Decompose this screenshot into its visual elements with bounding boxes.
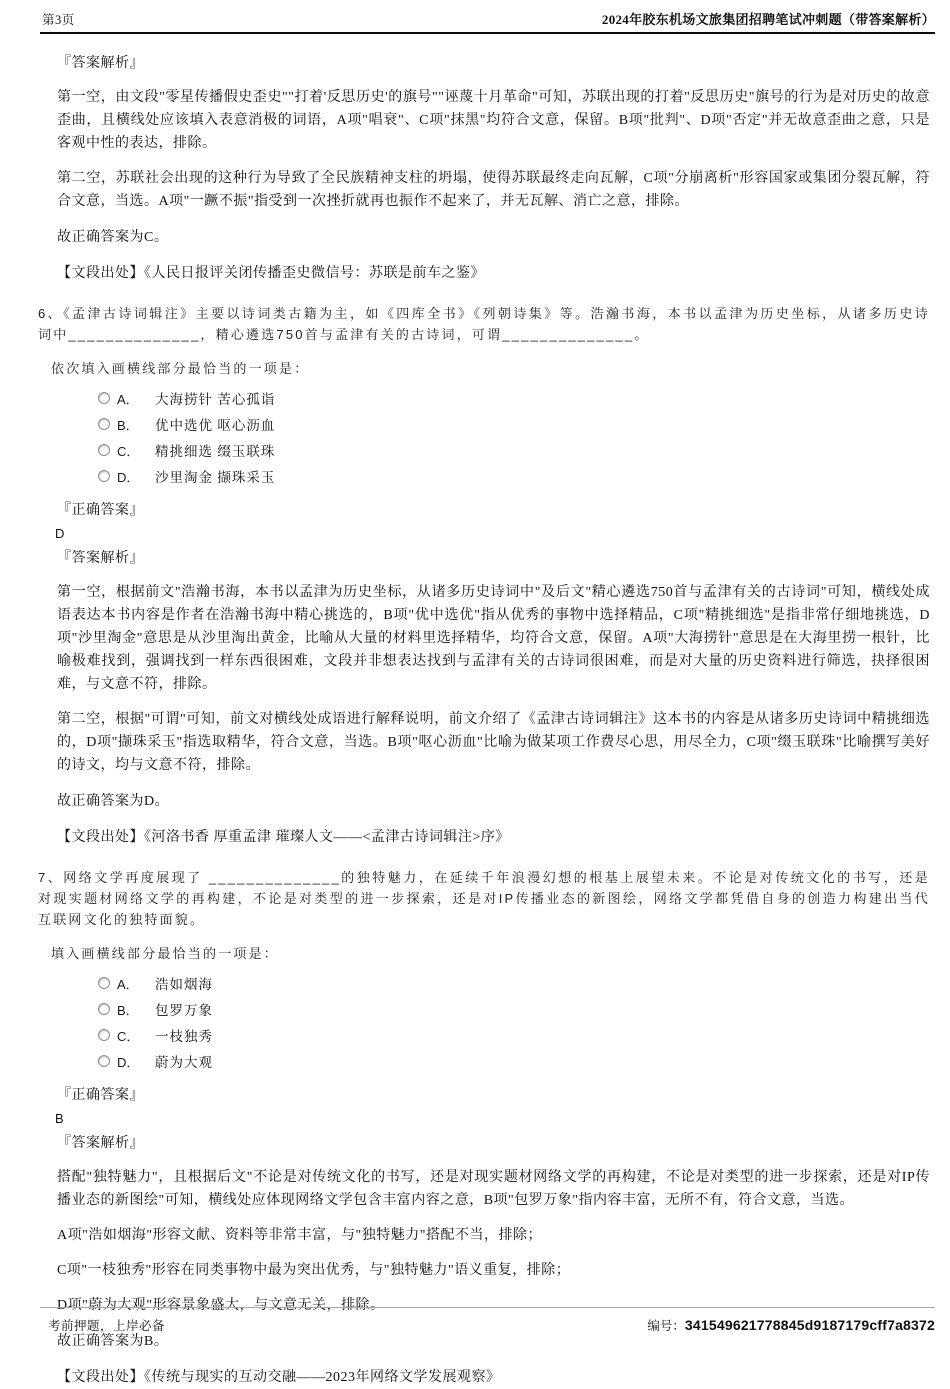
option-text: 沙里淘金 撷珠采玉	[155, 470, 276, 485]
footer-code	[647, 1316, 935, 1334]
page-header	[40, 0, 935, 34]
footer-code-value: 341549621778845d9187179cff7a8372	[684, 1317, 935, 1333]
conclusion-text: 故正确答案为C。	[57, 230, 169, 245]
analysis-paragraph: 第一空，由文段"零星传播假史歪史""打着'反思历史'的旗号""诬蔑十月革命"可知，苏联出现的打着"反思历史"旗号的行为是对历史的故意歪曲，且横线处应该填入表意消极的词语，A项"唱衰"、C项"抹黑"均符合文意，保留。B项"批判"、D项"否定"并无故意歪曲之意，只是客观中性的表达，排除。	[57, 90, 930, 151]
doc-title: 2024年胶东机场文旅集团招聘笔试冲刺题（带答案解析）	[601, 12, 935, 27]
option-row-d[interactable]	[98, 1048, 930, 1074]
option-letter: D．	[117, 469, 140, 485]
option-row-b[interactable]	[98, 996, 930, 1022]
analysis-paragraph: 第二空，根据"可谓"可知，前文对横线处成语进行解释说明，前文介绍了《孟津古诗词辑注》这本书的内容是从诸多历史诗词中精挑细选的，D项"撷珠采玉"指选取精华，符合文意，当选。B项"呕心沥血"比喻为做某项工作费尽心思，用尽全力，C项"缀玉联珠"比喻撰写美好的诗文，均与文意不符，排除。	[57, 712, 930, 773]
q5-analysis-section	[57, 54, 930, 285]
option-letter: D．	[117, 1054, 140, 1070]
footer-divider	[40, 1307, 935, 1308]
option-letter: B．	[117, 1002, 139, 1018]
question-stem: 6、《孟津古诗词辑注》主要以诗词类古籍为主，如《四库全书》《列朝诗集》等。浩瀚书海，本书以孟津为历史坐标，从诸多历史诗词中______________，精心遴选750首与孟津有关的古诗词，可谓______________。	[38, 306, 930, 342]
option-letter: A．	[117, 391, 139, 407]
radio-button-icon[interactable]	[98, 977, 110, 989]
analysis-paragraph: A项"浩如烟海"形容文献、资料等非常丰富，与"独特魅力"搭配不当，排除；	[57, 1228, 542, 1243]
option-row-b[interactable]	[98, 411, 930, 437]
analysis-paragraph: D项"蔚为大观"形容景象盛大，与文意无关，排除。	[57, 1298, 385, 1313]
option-letter: A．	[117, 976, 139, 992]
radio-button-icon[interactable]	[98, 1029, 110, 1041]
analysis-label: 『答案解析』	[57, 56, 144, 71]
radio-button-icon[interactable]	[98, 444, 110, 456]
radio-button-icon[interactable]	[98, 1003, 110, 1015]
radio-button-icon[interactable]	[98, 1055, 110, 1067]
option-text: 一枝独秀	[155, 1029, 213, 1044]
question-instruction: 填入画横线部分最恰当的一项是：	[51, 946, 280, 961]
option-list	[98, 385, 930, 489]
option-text: 浩如烟海	[155, 977, 213, 992]
page-content	[0, 54, 950, 1389]
page-footer	[48, 1316, 935, 1334]
page-number: 第3页	[42, 13, 75, 27]
radio-button-icon[interactable]	[98, 470, 110, 482]
analysis-label: 『答案解析』	[57, 1136, 144, 1151]
source-text: 【文段出处】《河洛书香 厚重孟津 璀璨人文——<孟津古诗词辑注>序》	[57, 830, 510, 845]
analysis-paragraph: 第二空，苏联社会出现的这种行为导致了全民族精神支柱的坍塌，使得苏联最终走向瓦解，C项"分崩离析"形容国家或集团分裂瓦解，符合文意，当选。A项"一蹶不振"指受到一次挫折就再也振作不起来了，并无瓦解、消亡之意，排除。	[57, 171, 930, 209]
option-row-d[interactable]	[98, 463, 930, 489]
option-text: 优中选优 呕心沥血	[155, 418, 276, 433]
option-row-a[interactable]	[98, 970, 930, 996]
footer-code-label: 编号：	[647, 1319, 685, 1333]
analysis-label: 『答案解析』	[57, 551, 144, 566]
analysis-paragraph: C项"一枝独秀"形容在同类事物中最为突出优秀，与"独特魅力"语义重复，排除；	[57, 1263, 571, 1278]
option-text: 蔚为大观	[155, 1055, 213, 1070]
question-6-block	[38, 303, 930, 849]
option-row-c[interactable]	[98, 437, 930, 463]
question-7-block	[38, 867, 930, 1389]
option-letter: C．	[117, 1028, 140, 1044]
question-stem: 7、网络文学再度展现了 ______________的独特魅力，在延续千年浪漫幻想的根基上展望未来。不论是对传统文化的书写，还是对现实题材网络文学的再构建，不论是对类型的进一步探索，还是对IP传播业态的新图绘，网络文学都凭借自身的创造力构建出当代互联网文化的独特面貌。	[38, 870, 930, 927]
question-instruction: 依次填入画横线部分最恰当的一项是：	[51, 361, 310, 376]
option-row-c[interactable]	[98, 1022, 930, 1048]
analysis-paragraph: 第一空，根据前文"浩瀚书海，本书以孟津为历史坐标，从诸多历史诗词中"及后文"精心遴选750首与孟津有关的古诗词"可知，横线处成语表达本书内容是作者在浩瀚书海中精心挑选的，B项"优中选优"指从优秀的事物中选择精品，C项"精挑细选"是指非常仔细地挑选，D项"沙里淘金"意思是从沙里淘出黄金，比喻从大量的材料里选择精华，均符合文意，保留。A项"大海捞针"意思是在大海里捞一根针，比喻极难找到，强调找到一样东西很困难，文段并非想表达找到与孟津有关的古诗词很困难，而是对大量的历史资料进行筛选，抉择很困难，与文意不符，排除。	[57, 585, 930, 692]
analysis-paragraph: 搭配"独特魅力"，且根据后文"不论是对传统文化的书写，还是对现实题材网络文学的再构建，不论是对类型的进一步探索，还是对IP传播业态的新图绘"可知，横线处应体现网络文学包含丰富内容之意，B项"包罗万象"指内容丰富，无所不有，符合文意，当选。	[57, 1170, 930, 1208]
correct-answer-label: 『正确答案』	[57, 503, 144, 518]
radio-button-icon[interactable]	[98, 392, 110, 404]
option-row-a[interactable]	[98, 385, 930, 411]
footer-slogan: 考前押题，上岸必备	[48, 1319, 166, 1333]
correct-answer-value: D	[55, 526, 65, 541]
option-text: 包罗万象	[155, 1003, 213, 1018]
option-text: 精挑细选 缀玉联珠	[155, 444, 276, 459]
option-list	[98, 970, 930, 1074]
conclusion-text: 故正确答案为B。	[57, 1334, 169, 1349]
correct-answer-value: B	[55, 1111, 64, 1126]
option-letter: B．	[117, 417, 139, 433]
option-letter: C．	[117, 443, 140, 459]
option-text: 大海捞针 苦心孤诣	[155, 392, 276, 407]
correct-answer-label: 『正确答案』	[57, 1088, 144, 1103]
source-text: 【文段出处】《传统与现实的互动交融——2023年网络文学发展观察》	[57, 1370, 501, 1385]
conclusion-text: 故正确答案为D。	[57, 794, 170, 809]
source-text: 【文段出处】《人民日报评关闭传播歪史微信号：苏联是前车之鉴》	[57, 266, 485, 281]
radio-button-icon[interactable]	[98, 418, 110, 430]
